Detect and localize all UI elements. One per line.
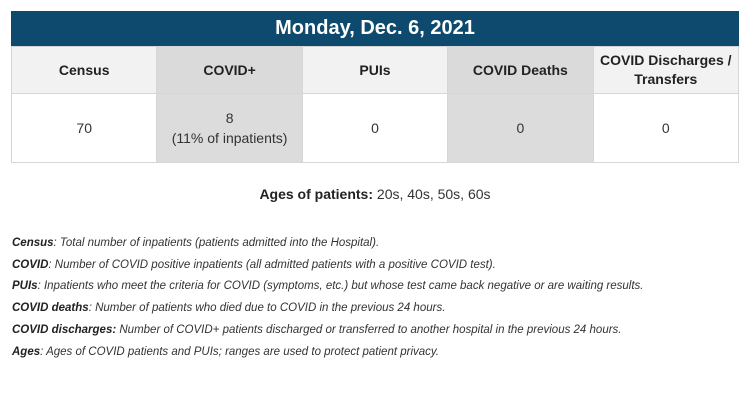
value-puis: 0	[302, 94, 447, 163]
value-row	[12, 94, 739, 163]
header-covid-discharges: COVID Discharges / Transfers	[593, 47, 738, 94]
definition-term: Ages	[12, 346, 41, 358]
definition-text: : Number of patients who died due to COVID in the previous 24 hours.	[88, 302, 446, 314]
definition-text: : Ages of COVID patients and PUIs; ranges are used to protect patient privacy.	[40, 346, 439, 358]
definition-text: : Inpatients who meet the criteria for COVID (symptoms, etc.) but whose test came back negative or are waiting results.	[37, 280, 644, 292]
header-census: Census	[12, 47, 157, 94]
definition-text: : Number of COVID positive inpatients (all admitted patients with a positive COVID test).	[48, 259, 496, 271]
value-covid-discharges: 0	[593, 94, 738, 163]
daily-stats-table	[11, 11, 739, 163]
definition-term: PUIs	[12, 280, 38, 292]
header-covid-deaths: COVID Deaths	[448, 47, 593, 94]
ages-of-patients	[0, 186, 750, 202]
definition-covid-discharges	[12, 319, 740, 341]
value-covid-positive	[157, 94, 302, 163]
stats-grid	[11, 46, 739, 163]
definition-term: COVID	[12, 259, 49, 271]
definition-covid-deaths	[12, 297, 740, 319]
value-covid-positive-note: (11% of inpatients)	[171, 130, 288, 146]
table-title: Monday, Dec. 6, 2021	[11, 11, 739, 46]
definition-puis	[12, 276, 740, 297]
ages-label: Ages of patients:	[259, 186, 374, 202]
definition-text: : Total number of inpatients (patients admitted into the Hospital).	[53, 237, 380, 249]
definition-covid	[12, 254, 740, 276]
value-census: 70	[12, 94, 157, 163]
definition-term: Census	[12, 237, 54, 249]
definition-ages	[12, 341, 740, 363]
ages-value: 20s, 40s, 50s, 60s	[376, 186, 491, 202]
definition-term: COVID deaths	[12, 302, 89, 314]
definition-census	[12, 232, 740, 254]
value-covid-deaths: 0	[448, 94, 593, 163]
header-puis: PUIs	[302, 47, 447, 94]
header-covid-positive: COVID+	[157, 47, 302, 94]
definition-term: COVID discharges:	[12, 324, 117, 336]
value-covid-positive-count: 8	[225, 110, 234, 126]
header-row	[12, 47, 739, 94]
definitions-list	[12, 232, 740, 363]
definition-text: Number of COVID+ patients discharged or transferred to another hospital in the previous 24 hours.	[116, 324, 622, 336]
